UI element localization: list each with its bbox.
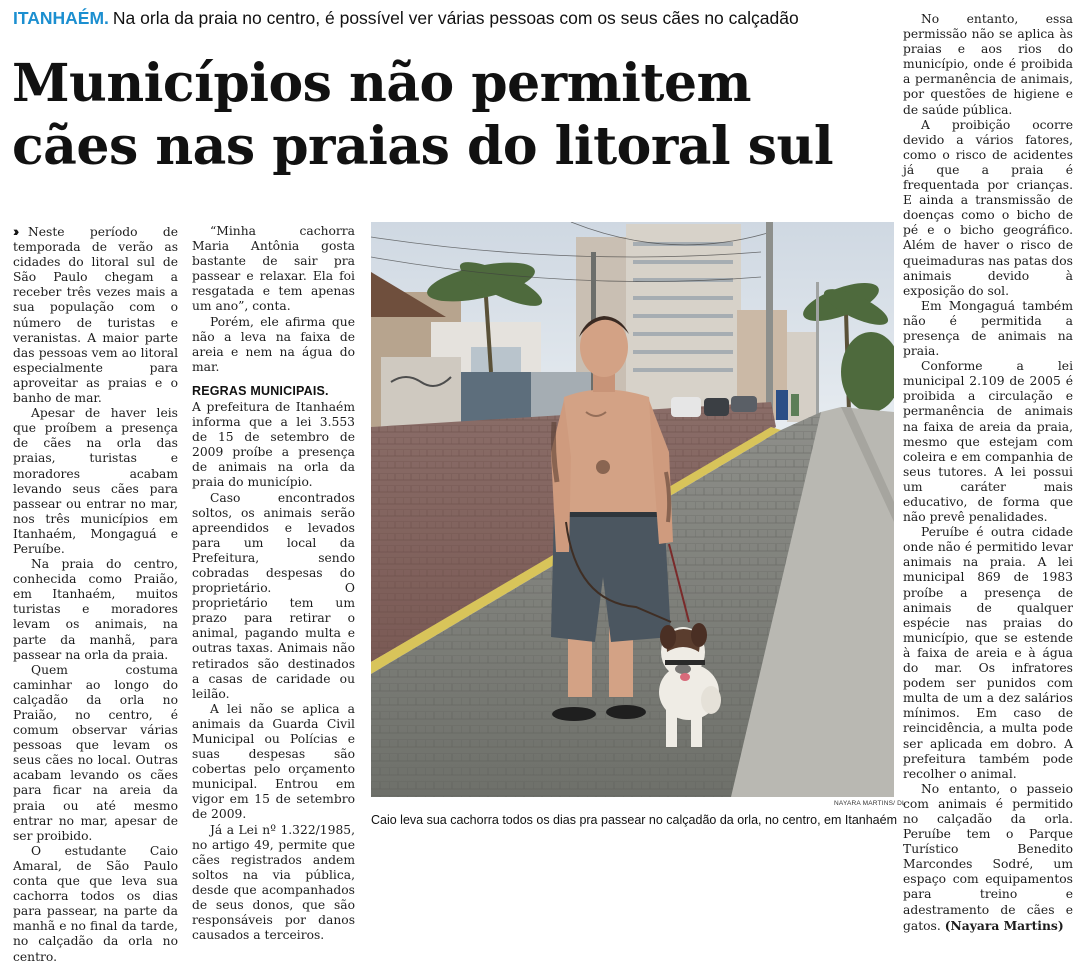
- paragraph: Na praia do centro, conhecida como Praião, em Itanhaém, muitos turistas e moradores levam os animais, na parte da manhã, para passear na orla da praia.: [13, 557, 178, 662]
- paragraph: Quem costuma caminhar ao longo do calçadão da orla no Praião, no centro, é comum observar várias pessoas que levam os seus cães no local. Outras acabam levando os cães para ficar na areia da praia ou até mesmo entrar no mar, apesar de ser proibido.: [13, 662, 178, 843]
- section-subhead: REGRAS MUNICIPAIS.: [192, 383, 329, 398]
- paragraph: A prefeitura de Itanhaém informa que a lei 3.553 de 15 de setembro de 2009 proíbe a presença de animais na orla da praia do município.: [192, 399, 355, 490]
- chevron-right-icon: ››: [13, 223, 17, 239]
- paragraph: Peruíbe é outra cidade onde não é permitido levar animais na praia. A lei municipal 869 de 1983 proíbe a presença de animais de qualquer espécie nas praias do município, que se estende à faixa de areia e à água do mar. Os infratores podem ser punidos com multa de um a dez salários mínimos. Em caso de reincidência, a multa pode ser aplicada em dobro. A prefeitura também pode recolher o animal.: [903, 525, 1073, 781]
- paragraph: ›› Neste período de temporada de verão as cidades do litoral sul de São Paulo chegam a receber três vezes mais a sua população com o número de turistas e veranistas. A maior parte das pessoas vem ao litoral especialmente para aproveitar as praias e o banho de mar.: [13, 223, 178, 406]
- paragraph: A proibição ocorre devido a vários fatores, como o risco de acidentes já que a praia é frequentada por crianças. E ainda a transmissão de doenças como o bicho de pé e o bicho geográfico. Além de haver o risco de queimaduras nas patas dos animais devido à exposição do sol.: [903, 117, 1073, 298]
- photo-credit: NAYARA MARTINS/ DL: [834, 800, 906, 807]
- kicker-text: Na orla da praia no centro, é possível ver várias pessoas com os seus cães no calçadão: [112, 8, 799, 28]
- kicker-place: ITANHAÉM.: [13, 8, 109, 28]
- paragraph: No entanto, o passeio com animais é permitido no calçadão da orla. Peruíbe tem o Parque Turístico Benedito Marcondes Sodré, um espaço com equipamentos para treino e adestramento de cães e gatos. (Nayara Martins): [903, 781, 1073, 933]
- headline-line-2: cães nas praias do litoral sul: [12, 116, 834, 177]
- paragraph: O estudante Caio Amaral, de São Paulo conta que que leva sua cachorra todos os dias para passear, na parte da manhã e no final da tarde, no calçadão da orla no centro.: [13, 843, 178, 964]
- kicker: [13, 6, 799, 30]
- headline: [12, 52, 892, 178]
- photo-caption: Caio leva sua cachorra todos os dias pra passear no calçadão da orla, no centro, em Itanhaém: [371, 813, 898, 827]
- article-column-2: [192, 224, 355, 943]
- paragraph: Conforme a lei municipal 2.109 de 2005 é proibida a circulação e permanência de animais na faixa de areia da praia, mesmo que estejam com coleira e em companhia de seus tutores. A lei possui um caráter mais educativo, de forma que não prevê penalidades.: [903, 359, 1073, 525]
- paragraph: No entanto, essa permissão não se aplica às praias e aos rios do município, onde é proibida a permanência de animais, por questões de higiene e de saúde pública.: [903, 12, 1073, 117]
- paragraph: “Minha cachorra Maria Antônia gosta bastante de sair pra passear e relaxar. Ela foi resgatada e tem apenas um ano”, conta.: [192, 224, 355, 314]
- photo-illustration: [371, 222, 894, 797]
- article-column-1: [13, 224, 178, 965]
- paragraph: Já a Lei nº 1.322/1985, no artigo 49, permite que cães registrados andem soltos na via pública, desde que acompanhados de seus donos, que são responsáveis por danos causados a terceiros.: [192, 822, 355, 943]
- article-photo: [371, 222, 894, 797]
- paragraph: Porém, ele afirma que não a leva na faixa de areia e nem na água do mar.: [192, 314, 355, 374]
- paragraph: A lei não se aplica a animais da Guarda Civil Municipal ou Polícias e suas despesas são cobertas pelo orçamento municipal. Entrou em vigor em 15 de setembro de 2009.: [192, 701, 355, 822]
- article-column-3: [903, 12, 1073, 934]
- paragraph: Em Mongaguá também não é permitida a presença de animais na praia.: [903, 298, 1073, 359]
- author-credit: (Nayara Martins): [944, 917, 1064, 933]
- paragraph: Apesar de haver leis que proíbem a presença de cães na orla das praias, turistas e moradores acabam levando seus cães para passear ou entrar no mar, nos três municípios em Itanhaém, Mongaguá e Peruíbe.: [13, 406, 178, 556]
- headline-line-1: Municípios não permitem: [12, 53, 752, 114]
- paragraph: Caso encontrados soltos, os animais serão apreendidos e levados para um local da Prefeitura, sendo cobradas despesas do proprietário. O proprietário tem um prazo para retirar o animal, pagando multa e outras taxas. Animais não retirados são destinados a casas de caridade ou leilão.: [192, 490, 355, 701]
